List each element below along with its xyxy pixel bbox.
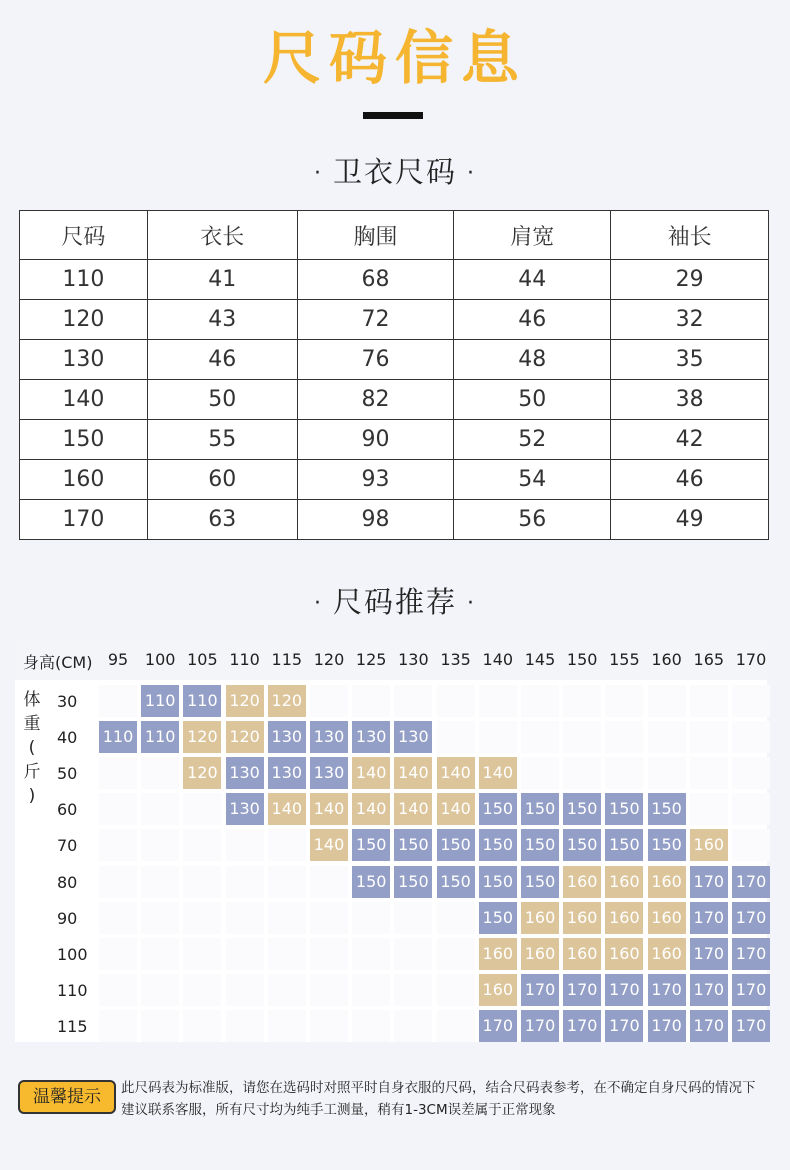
size-cell: 130 [310,721,348,753]
size-cell [352,1010,390,1042]
table-cell: 44 [454,260,611,300]
size-cell [605,721,643,753]
size-cell [99,793,137,825]
table-row [20,260,769,300]
table-cell: 150 [20,420,148,460]
size-cell: 170 [521,1010,559,1042]
table-cell: 120 [20,300,148,340]
height-value: 110 [229,650,260,669]
table-cell: 60 [147,460,297,500]
size-cell [268,938,306,970]
size-cell: 150 [648,829,686,861]
table-row [20,460,769,500]
size-cell [183,829,221,861]
size-cell: 140 [352,793,390,825]
size-cell: 130 [268,757,306,789]
table-cell: 49 [611,500,769,540]
size-cell: 170 [563,1010,601,1042]
weight-value: 80 [57,872,78,892]
height-value: 120 [313,650,345,669]
size-cell: 160 [563,902,601,934]
size-cell [310,974,348,1006]
size-cell [437,902,475,934]
size-cell [394,974,432,1006]
height-value: 100 [144,650,176,669]
size-cell: 150 [394,829,432,861]
weight-value: 70 [57,836,78,856]
bullet-dot: · [467,161,476,186]
size-cell: 150 [563,829,601,861]
table-cell: 43 [147,300,297,340]
size-cell: 160 [648,902,686,934]
weight-value: 60 [57,800,78,820]
size-cell [521,685,559,717]
size-cell: 140 [394,793,432,825]
table-cell: 110 [20,260,148,300]
height-value: 125 [355,650,387,669]
table-cell: 46 [147,340,297,380]
weight-value: 40 [57,728,78,748]
size-cell [648,757,686,789]
height-value: 155 [609,650,640,669]
size-cell [563,721,601,753]
size-cell [690,757,728,789]
size-cell: 110 [183,685,221,717]
table-row [20,380,769,420]
table-cell: 90 [297,420,454,460]
size-cell [310,902,348,934]
size-cell: 170 [690,1010,728,1042]
size-cell: 170 [648,974,686,1006]
size-cell [183,866,221,898]
hoodie-size-table [19,210,769,540]
size-cell [268,1010,306,1042]
size-cell: 150 [352,866,390,898]
size-cell: 150 [437,829,475,861]
size-cell: 150 [605,793,643,825]
size-cell: 160 [605,866,643,898]
bullet-dot: · [467,591,476,616]
table-cell: 29 [611,260,769,300]
size-cell [732,793,770,825]
size-cell [141,757,179,789]
size-cell: 170 [521,974,559,1006]
size-cell [563,757,601,789]
height-value: 95 [107,650,129,669]
table-cell: 46 [611,460,769,500]
size-cell [437,721,475,753]
size-cell [310,938,348,970]
size-cell: 150 [352,829,390,861]
size-cell: 150 [479,793,517,825]
size-cell [310,685,348,717]
size-cell: 160 [479,938,517,970]
recommend-section-label: 尺码推荐 [332,585,457,619]
size-cell [99,757,137,789]
size-cell: 170 [479,1010,517,1042]
table-row [20,420,769,460]
size-cell [563,685,601,717]
height-header-row [15,640,767,680]
table-cell: 41 [147,260,297,300]
size-cell: 150 [394,866,432,898]
size-cell: 140 [352,757,390,789]
size-cell [99,829,137,861]
size-cell [310,866,348,898]
table-cell: 140 [20,380,148,420]
size-cell [99,938,137,970]
table-cell: 63 [147,500,297,540]
size-cell: 170 [732,938,770,970]
size-cell: 120 [183,721,221,753]
size-cell: 150 [479,866,517,898]
table-cell: 68 [297,260,454,300]
size-cell [732,685,770,717]
size-cell: 140 [268,793,306,825]
size-cell: 170 [732,902,770,934]
size-cell [352,902,390,934]
height-value: 140 [482,650,514,669]
size-cell [521,757,559,789]
size-cell [732,757,770,789]
bullet-dot: · [313,591,323,616]
height-value: 130 [398,650,429,669]
size-cell [648,721,686,753]
size-cell [226,974,264,1006]
table-row [20,300,769,340]
height-value: 135 [440,650,471,669]
weight-value: 100 [57,944,88,964]
size-cell: 150 [479,829,517,861]
table-cell: 32 [611,300,769,340]
height-label: 身高(CM) [23,653,93,672]
size-cell: 160 [648,866,686,898]
size-cell [352,938,390,970]
size-cell [394,685,432,717]
size-cell [226,829,264,861]
header-chest: 胸围 [297,211,454,260]
size-cell [690,793,728,825]
table-cell: 55 [147,420,297,460]
size-cell [690,721,728,753]
header-length: 衣长 [147,211,297,260]
height-value: 150 [566,650,598,669]
size-cell: 160 [563,938,601,970]
size-cell: 140 [310,829,348,861]
size-cell [479,685,517,717]
tips-text: 此尺码表为标准版，请您在选码时对照平时自身衣服的尺码，结合尺码表参考，在不确定自身尺码的情况下建议联系客服，所有尺寸均为纯手工测量，稍有1-3CM误差属于正常现象 [121,1080,756,1118]
table-cell: 46 [454,300,611,340]
size-cell [352,685,390,717]
weight-value: 110 [57,980,88,1000]
table-row [20,340,769,380]
size-cell [394,902,432,934]
table-cell: 72 [297,300,454,340]
size-cell: 160 [690,829,728,861]
size-cell [99,1010,137,1042]
size-cell: 170 [732,1010,770,1042]
table-cell: 82 [297,380,454,420]
size-cell [268,829,306,861]
size-cell [732,829,770,861]
size-cell [605,685,643,717]
size-cell [183,902,221,934]
size-cell [310,1010,348,1042]
size-recommendation-grid [15,640,767,1042]
size-cell [183,793,221,825]
weight-label-text: 体 重 ( 斤 ) [23,690,41,806]
size-cell [141,866,179,898]
size-cell [352,974,390,1006]
table-header-row [20,211,769,260]
size-cell: 140 [394,757,432,789]
weight-label [21,688,43,808]
size-cell: 150 [521,866,559,898]
header-shoulder: 肩宽 [454,211,611,260]
table-cell: 48 [454,340,611,380]
size-cell [268,902,306,934]
size-cell: 170 [690,866,728,898]
size-cell [226,938,264,970]
table-cell: 93 [297,460,454,500]
header-size: 尺码 [20,211,148,260]
table-cell: 42 [611,420,769,460]
table-cell: 35 [611,340,769,380]
title-underline [363,112,423,119]
size-cell [437,685,475,717]
size-cell: 170 [732,974,770,1006]
table-cell: 56 [454,500,611,540]
size-cell: 160 [521,938,559,970]
table-cell: 38 [611,380,769,420]
height-value: 115 [271,650,303,669]
size-cell: 150 [479,902,517,934]
weight-value: 30 [57,692,78,711]
size-cell: 140 [437,793,475,825]
height-value: 105 [187,650,218,669]
size-cell: 170 [563,974,601,1006]
size-cell [183,938,221,970]
size-cell [141,974,179,1006]
size-cell: 160 [648,938,686,970]
size-cell [141,793,179,825]
table-row [20,500,769,540]
size-cell: 170 [648,1010,686,1042]
size-cell: 150 [563,793,601,825]
size-cell [690,685,728,717]
page-title: 尺码信息 [262,24,527,92]
size-cell: 160 [605,938,643,970]
size-cell: 120 [226,721,264,753]
size-cell [141,1010,179,1042]
height-value: 160 [651,650,682,669]
size-cell [141,902,179,934]
size-cell [605,757,643,789]
size-cell: 110 [141,721,179,753]
size-cell [437,974,475,1006]
size-cell [183,974,221,1006]
size-cell: 110 [141,685,179,717]
size-cell: 170 [732,866,770,898]
table-cell: 50 [454,380,611,420]
size-cell: 170 [605,1010,643,1042]
size-cell [437,938,475,970]
table-cell: 76 [297,340,454,380]
weight-value: 50 [57,764,78,784]
size-cell [226,866,264,898]
size-cell [479,721,517,753]
size-cell: 150 [437,866,475,898]
bullet-dot: · [313,161,323,186]
size-cell: 160 [605,902,643,934]
size-cell: 120 [226,685,264,717]
hoodie-section-title [0,152,790,194]
size-cell: 120 [183,757,221,789]
table-cell: 160 [20,460,148,500]
size-cell: 130 [268,721,306,753]
size-cell [141,829,179,861]
table-cell: 170 [20,500,148,540]
size-cell: 130 [352,721,390,753]
table-cell: 54 [454,460,611,500]
table-cell: 98 [297,500,454,540]
size-cell [394,938,432,970]
size-cell: 150 [521,793,559,825]
size-cell [226,1010,264,1042]
size-cell [226,902,264,934]
size-cell: 120 [268,685,306,717]
size-cell [268,974,306,1006]
size-cell [99,685,137,717]
size-cell [99,974,137,1006]
size-cell: 130 [226,757,264,789]
height-value: 165 [693,650,725,669]
size-cell [268,866,306,898]
size-cell [394,1010,432,1042]
size-cell: 170 [690,974,728,1006]
table-cell: 130 [20,340,148,380]
size-cell: 150 [521,829,559,861]
size-cell [437,1010,475,1042]
tips-badge: 温馨提示 [18,1080,116,1114]
weight-value: 115 [57,1016,88,1036]
size-cell: 140 [437,757,475,789]
size-cell: 170 [690,902,728,934]
size-cell: 110 [99,721,137,753]
size-cell: 130 [394,721,432,753]
size-cell [141,938,179,970]
size-cell [521,721,559,753]
recommend-section-title [0,582,790,624]
size-cell: 160 [521,902,559,934]
hoodie-section-label: 卫衣尺码 [332,155,457,189]
size-cell [99,866,137,898]
size-cell: 130 [310,757,348,789]
size-cell [99,902,137,934]
size-cell: 130 [226,793,264,825]
size-cell: 140 [310,793,348,825]
weight-value: 90 [57,908,78,928]
size-cell [183,1010,221,1042]
size-cell: 160 [479,974,517,1006]
size-cell: 170 [690,938,728,970]
table-cell: 52 [454,420,611,460]
height-value: 170 [735,650,767,669]
size-cell: 140 [479,757,517,789]
table-cell: 50 [147,380,297,420]
size-cell [732,721,770,753]
size-cell: 160 [563,866,601,898]
size-cell: 150 [605,829,643,861]
size-cell [648,685,686,717]
size-cell: 170 [605,974,643,1006]
header-sleeve: 袖长 [611,211,769,260]
size-cell: 150 [648,793,686,825]
height-value: 145 [524,650,556,669]
